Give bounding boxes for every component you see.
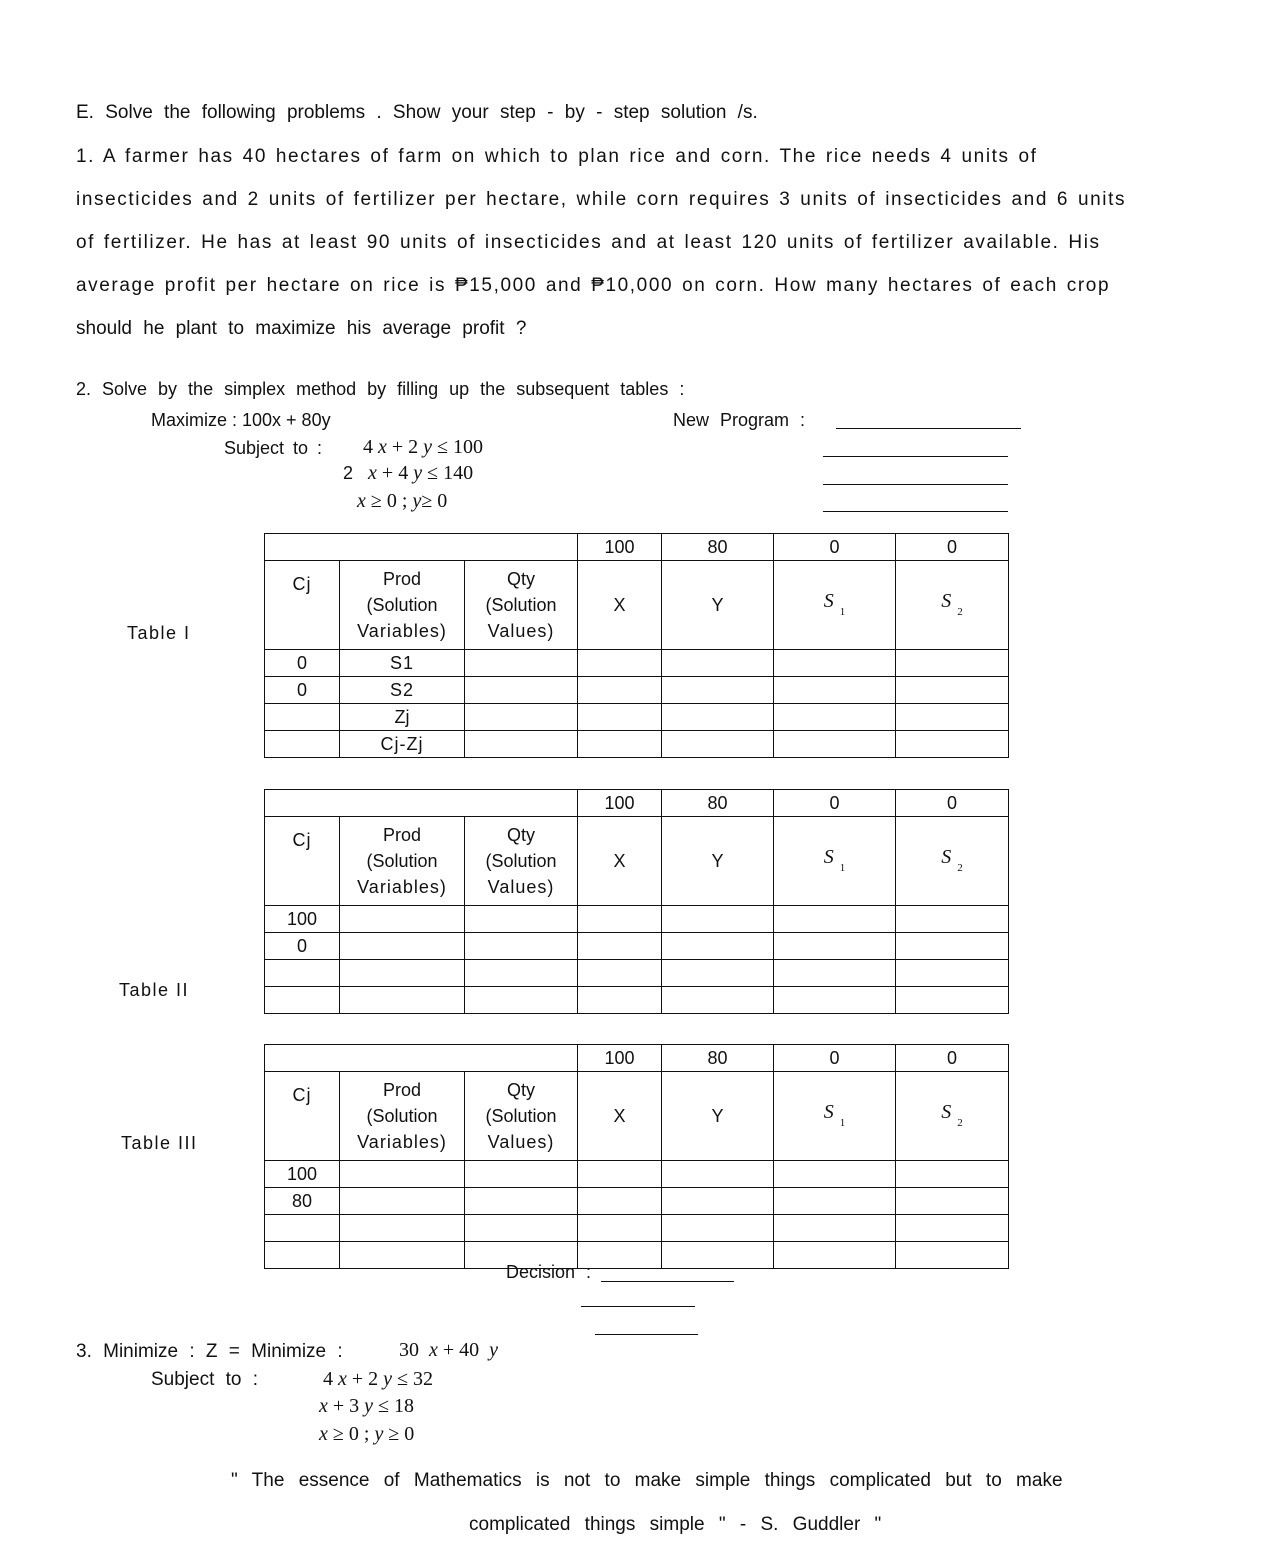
cj-cell xyxy=(265,960,340,987)
cj-value-s1: 0 xyxy=(774,534,896,561)
prod-cell[interactable] xyxy=(340,1215,465,1242)
prod-cell: S1 xyxy=(340,650,465,677)
decision-blank-3[interactable] xyxy=(595,1334,698,1335)
problem-1 xyxy=(76,135,1196,350)
problem-2-intro: 2. Solve by the simplex method by filling up the subsequent tables : xyxy=(76,379,685,399)
x-cell[interactable] xyxy=(578,960,662,987)
s1-cell[interactable] xyxy=(774,704,896,731)
x-header: X xyxy=(578,817,662,906)
s2-header: S $_2$ xyxy=(896,1072,1009,1161)
y-cell[interactable] xyxy=(662,1161,774,1188)
cj-header: Cj xyxy=(265,561,340,650)
cj-cell: 0 xyxy=(265,677,340,704)
simplex-table-2 xyxy=(264,789,1009,1014)
s2-header: S $_2$ xyxy=(896,817,1009,906)
decision-blank-2[interactable] xyxy=(581,1306,695,1307)
problem-1-line: 1. A farmer has 40 hectares of farm on which to plan rice and corn. The rice needs 4 units of xyxy=(76,146,1038,167)
cj-cell: 80 xyxy=(265,1188,340,1215)
s2-cell[interactable] xyxy=(896,933,1009,960)
s1-header: S $_1$ xyxy=(774,1072,896,1161)
simplex-table-3 xyxy=(264,1044,1009,1269)
decision-blank-1[interactable] xyxy=(601,1281,734,1282)
problem-1-line: insecticides and 2 units of fertilizer per hectare, while corn requires 3 units of insecticides and 6 units xyxy=(76,189,1127,210)
y-cell[interactable] xyxy=(662,1242,774,1269)
prod-header: Prod (Solution Variables) xyxy=(340,1072,465,1161)
cj-cell: 100 xyxy=(265,1161,340,1188)
problem-3-subject-to: Subject to : xyxy=(151,1369,259,1390)
cj-value-s2: 0 xyxy=(896,534,1009,561)
prod-cell[interactable] xyxy=(340,1161,465,1188)
problem-3-nonnegativity: x ≥ 0 ; y ≥ 0 xyxy=(319,1423,415,1445)
table-row xyxy=(265,1161,1009,1188)
problem-2-objective: Maximize : 100x + 80y xyxy=(151,410,331,430)
cj-cell xyxy=(265,731,340,758)
section-heading: E. Solve the following problems . Show your step - by - step solution /s. xyxy=(76,102,758,123)
s1-cell[interactable] xyxy=(774,677,896,704)
problem-3-constraint-2: x + 3 y ≤ 18 xyxy=(319,1395,415,1417)
cj-header: Cj xyxy=(265,817,340,906)
s2-header: S $_2$ xyxy=(896,561,1009,650)
header-spacer-cell xyxy=(265,790,578,817)
problem-3-label: 3. Minimize : Z = Minimize : xyxy=(76,1341,343,1362)
y-cell[interactable] xyxy=(662,1188,774,1215)
y-cell[interactable] xyxy=(662,677,774,704)
table-row xyxy=(265,906,1009,933)
s2-cell[interactable] xyxy=(896,1242,1009,1269)
cj-value-s1: 0 xyxy=(774,790,896,817)
s2-cell[interactable] xyxy=(896,987,1009,1014)
s2-cell[interactable] xyxy=(896,1161,1009,1188)
problem-2-subject-to: Subject to : xyxy=(224,438,323,458)
cj-header: Cj xyxy=(265,1072,340,1161)
y-cell[interactable] xyxy=(662,650,774,677)
cj-cell xyxy=(265,704,340,731)
cj-cell: 0 xyxy=(265,933,340,960)
x-cell[interactable] xyxy=(578,906,662,933)
cj-value-x: 100 xyxy=(578,1045,662,1072)
s1-cell[interactable] xyxy=(774,1188,896,1215)
x-cell[interactable] xyxy=(578,677,662,704)
cj-cell: 0 xyxy=(265,650,340,677)
cj-cell xyxy=(265,1215,340,1242)
qty-cell[interactable] xyxy=(465,933,578,960)
prod-cell[interactable] xyxy=(340,987,465,1014)
qty-cell[interactable] xyxy=(465,906,578,933)
cj-value-x: 100 xyxy=(578,534,662,561)
nonnegativity-constraint: x ≥ 0 ; y≥ 0 xyxy=(357,490,448,512)
qty-cell[interactable] xyxy=(465,960,578,987)
new-program-blank-2[interactable] xyxy=(823,456,1008,457)
x-cell[interactable] xyxy=(578,704,662,731)
prod-cell[interactable] xyxy=(340,1242,465,1269)
prod-cell[interactable] xyxy=(340,906,465,933)
cj-cell: 100 xyxy=(265,906,340,933)
y-header: Y xyxy=(662,817,774,906)
cj-value-s2: 0 xyxy=(896,790,1009,817)
y-cell[interactable] xyxy=(662,960,774,987)
s2-cell[interactable] xyxy=(896,1215,1009,1242)
header-spacer-cell xyxy=(265,1045,578,1072)
s2-cell[interactable] xyxy=(896,650,1009,677)
qty-header: Qty (Solution Values) xyxy=(465,817,578,906)
constraint-2: 2 x + 4 y ≤ 140 xyxy=(343,462,474,484)
y-cell[interactable] xyxy=(662,704,774,731)
cj-cell xyxy=(265,987,340,1014)
qty-cell[interactable] xyxy=(465,1215,578,1242)
s1-cell[interactable] xyxy=(774,933,896,960)
qty-cell[interactable] xyxy=(465,1161,578,1188)
cj-value-x: 100 xyxy=(578,790,662,817)
cj-value-s1: 0 xyxy=(774,1045,896,1072)
cj-value-y: 80 xyxy=(662,1045,774,1072)
s1-header: S $_1$ xyxy=(774,817,896,906)
table-row xyxy=(265,1188,1009,1215)
qty-cell[interactable] xyxy=(465,677,578,704)
y-cell[interactable] xyxy=(662,933,774,960)
quote-line-2: complicated things simple " - S. Guddler " xyxy=(469,1514,882,1535)
x-cell[interactable] xyxy=(578,731,662,758)
s1-cell[interactable] xyxy=(774,906,896,933)
new-program-blank-3[interactable] xyxy=(823,484,1008,485)
s1-header: S $_1$ xyxy=(774,561,896,650)
x-header: X xyxy=(578,561,662,650)
s1-cell[interactable] xyxy=(774,650,896,677)
simplex-table-1 xyxy=(264,533,1009,758)
s1-cell[interactable] xyxy=(774,960,896,987)
s2-cell[interactable] xyxy=(896,677,1009,704)
problem-1-line: average profit per hectare on rice is ₱15,000 and ₱10,000 on corn. How many hectares of each crop xyxy=(76,275,1111,296)
new-program-blank-1[interactable] xyxy=(836,428,1021,429)
prod-header: Prod (Solution Variables) xyxy=(340,561,465,650)
x-cell[interactable] xyxy=(578,987,662,1014)
x-cell[interactable] xyxy=(578,650,662,677)
y-cell[interactable] xyxy=(662,987,774,1014)
qty-cell[interactable] xyxy=(465,731,578,758)
s1-cell[interactable] xyxy=(774,1242,896,1269)
table-row xyxy=(265,960,1009,987)
qty-header: Qty (Solution Values) xyxy=(465,1072,578,1161)
table-row xyxy=(265,1215,1009,1242)
problem-1-line: of fertilizer. He has at least 90 units of insecticides and at least 120 units of fertilizer available. His xyxy=(76,232,1101,253)
x-header: X xyxy=(578,1072,662,1161)
table-row xyxy=(265,677,1009,704)
quote-line-1: " The essence of Mathematics is not to make simple things complicated but to make xyxy=(231,1470,1063,1491)
problem-1-line: should he plant to maximize his average profit ? xyxy=(76,318,527,339)
qty-cell[interactable] xyxy=(465,987,578,1014)
s2-cell[interactable] xyxy=(896,704,1009,731)
qty-cell[interactable] xyxy=(465,704,578,731)
s1-cell[interactable] xyxy=(774,1215,896,1242)
table-2-label: Table II xyxy=(119,980,190,1000)
x-cell[interactable] xyxy=(578,933,662,960)
cj-value-y: 80 xyxy=(662,534,774,561)
prod-cell[interactable] xyxy=(340,960,465,987)
new-program-blank-4[interactable] xyxy=(823,511,1008,512)
s2-cell[interactable] xyxy=(896,906,1009,933)
y-cell[interactable] xyxy=(662,731,774,758)
qty-cell[interactable] xyxy=(465,1188,578,1215)
s2-cell[interactable] xyxy=(896,731,1009,758)
table-1-label: Table I xyxy=(127,623,191,643)
s1-cell[interactable] xyxy=(774,731,896,758)
s2-cell[interactable] xyxy=(896,960,1009,987)
x-cell[interactable] xyxy=(578,1215,662,1242)
constraint-1: 4 x + 2 y ≤ 100 xyxy=(363,436,484,458)
table-row xyxy=(265,704,1009,731)
x-cell[interactable] xyxy=(578,1161,662,1188)
qty-cell[interactable] xyxy=(465,650,578,677)
cj-value-s2: 0 xyxy=(896,1045,1009,1072)
y-cell[interactable] xyxy=(662,1215,774,1242)
prod-cell[interactable] xyxy=(340,1188,465,1215)
table-row xyxy=(265,987,1009,1014)
prod-cell[interactable] xyxy=(340,933,465,960)
new-program-label: New Program : xyxy=(673,410,806,430)
problem-3-objective: 30 x + 40 y xyxy=(399,1339,499,1361)
qty-header: Qty (Solution Values) xyxy=(465,561,578,650)
decision-label: Decision : xyxy=(506,1262,592,1282)
y-cell[interactable] xyxy=(662,906,774,933)
s1-cell[interactable] xyxy=(774,1161,896,1188)
table-row xyxy=(265,731,1009,758)
table-row xyxy=(265,1242,1009,1269)
y-header: Y xyxy=(662,1072,774,1161)
header-spacer-cell xyxy=(265,534,578,561)
x-cell[interactable] xyxy=(578,1188,662,1215)
prod-header: Prod (Solution Variables) xyxy=(340,817,465,906)
s2-cell[interactable] xyxy=(896,1188,1009,1215)
s1-cell[interactable] xyxy=(774,987,896,1014)
table-row xyxy=(265,933,1009,960)
cj-value-y: 80 xyxy=(662,790,774,817)
table-3-label: Table III xyxy=(121,1133,198,1153)
prod-cell: S2 xyxy=(340,677,465,704)
problem-3-constraint-1: 4 x + 2 y ≤ 32 xyxy=(323,1368,434,1390)
table-row xyxy=(265,650,1009,677)
prod-cell: Zj xyxy=(340,704,465,731)
y-header: Y xyxy=(662,561,774,650)
prod-cell: Cj-Zj xyxy=(340,731,465,758)
cj-cell xyxy=(265,1242,340,1269)
